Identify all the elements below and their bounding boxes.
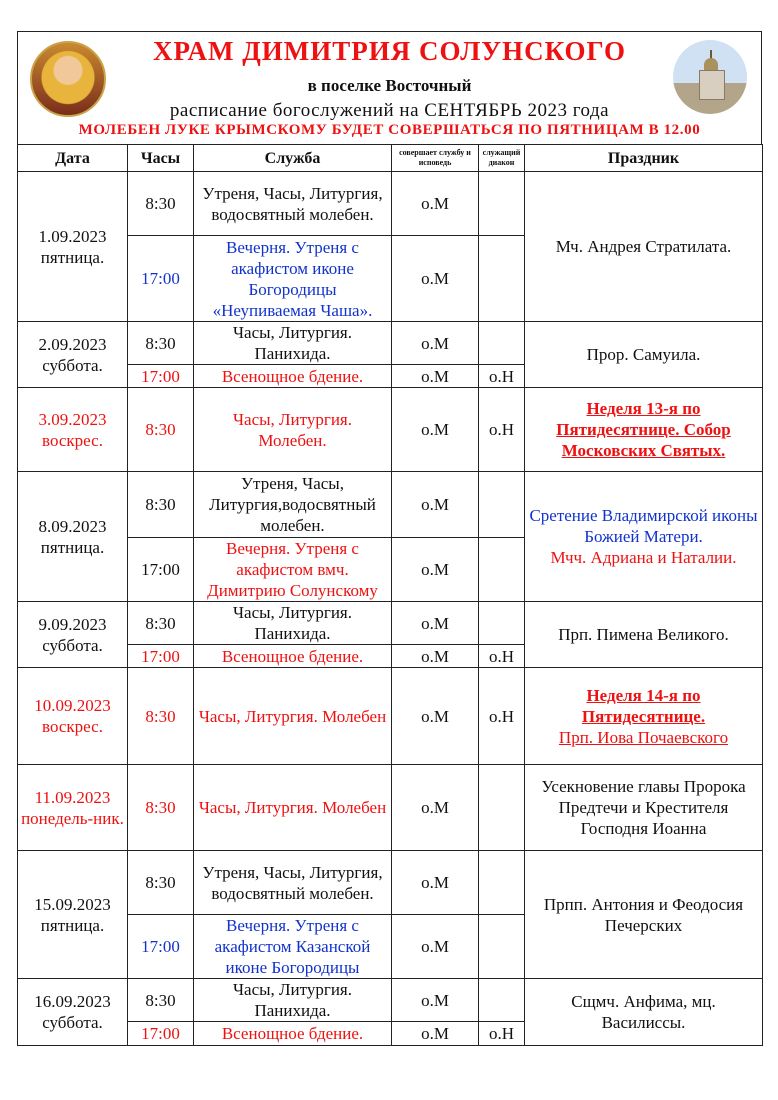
date-cell: 9.09.2023 суббота. (18, 602, 128, 668)
date-cell: 1.09.2023 пятница. (18, 172, 128, 322)
priest-cell: о.М (392, 645, 479, 668)
deacon-cell: о.Н (479, 645, 525, 668)
col-service: Служба (194, 145, 392, 172)
deacon-cell (479, 979, 525, 1022)
time-cell: 8:30 (128, 668, 194, 765)
schedule-page (17, 31, 762, 1046)
service-cell: Вечерня. Утреня с акафистом иконе Богородицы «Неупиваемая Чаша». (194, 236, 392, 322)
table-row (18, 388, 763, 472)
service-cell: Утреня, Часы, Литургия,водосвятный молебен. (194, 472, 392, 538)
feast-line: Неделя 14-я по Пятидесятнице. (581, 685, 706, 726)
feast-cell: Неделя 13-я по Пятидесятнице. Собор Московских Святых. (525, 388, 763, 472)
date-cell: 2.09.2023 суббота. (18, 322, 128, 388)
feast-cell: Прп. Пимена Великого. (525, 602, 763, 668)
col-time: Часы (128, 145, 194, 172)
time-cell: 8:30 (128, 472, 194, 538)
service-cell: Утреня, Часы, Литургия, водосвятный молебен. (194, 851, 392, 915)
priest-cell: о.М (392, 979, 479, 1022)
deacon-cell: о.Н (479, 668, 525, 765)
feast-line: Прп. Иова Почаевского (558, 727, 729, 747)
priest-cell: о.М (392, 472, 479, 538)
service-cell: Всенощное бдение. (194, 645, 392, 668)
priest-cell: о.М (392, 765, 479, 851)
service-cell: Часы, Литургия. Панихида. (194, 602, 392, 645)
date-cell: 15.09.2023 пятница. (18, 851, 128, 979)
page-subtitle: в поселке Восточный (307, 76, 472, 95)
service-cell: Всенощное бдение. (194, 365, 392, 388)
priest-cell: о.М (392, 1022, 479, 1046)
deacon-cell: о.Н (479, 1022, 525, 1046)
table-row (18, 765, 763, 851)
service-cell: Часы, Литургия. Молебен (194, 765, 392, 851)
table-row (18, 472, 763, 538)
time-cell: 8:30 (128, 765, 194, 851)
page-title: ХРАМ ДИМИТРИЯ СОЛУНСКОГО (152, 36, 627, 66)
time-cell: 17:00 (128, 645, 194, 668)
priest-cell: о.М (392, 538, 479, 602)
priest-cell: о.М (392, 236, 479, 322)
service-cell: Часы, Литургия. Молебен. (194, 388, 392, 472)
date-cell: 11.09.2023 понедель-ник. (18, 765, 128, 851)
priest-cell: о.М (392, 602, 479, 645)
time-cell: 8:30 (128, 388, 194, 472)
schedule-table (17, 144, 763, 1046)
priest-cell: о.М (392, 172, 479, 236)
service-cell: Часы, Литургия. Панихида. (194, 322, 392, 365)
date-cell: 16.09.2023 суббота. (18, 979, 128, 1046)
feast-cell: Прпп. Антония и Феодосия Печерских (525, 851, 763, 979)
time-cell: 8:30 (128, 322, 194, 365)
deacon-cell (479, 236, 525, 322)
priest-cell: о.М (392, 365, 479, 388)
time-cell: 8:30 (128, 851, 194, 915)
time-cell: 8:30 (128, 979, 194, 1022)
date-cell: 10.09.2023 воскрес. (18, 668, 128, 765)
service-cell: Всенощное бдение. (194, 1022, 392, 1046)
header (17, 31, 762, 144)
col-priest: совершает службу и исповедь (392, 145, 479, 172)
col-feast: Праздник (525, 145, 763, 172)
table-row (18, 602, 763, 645)
table-row (18, 322, 763, 365)
feast-cell: Сщмч. Анфима, мц. Василиссы. (525, 979, 763, 1046)
priest-cell: о.М (392, 668, 479, 765)
time-cell: 8:30 (128, 602, 194, 645)
col-date: Дата (18, 145, 128, 172)
deacon-cell (479, 472, 525, 538)
time-cell: 17:00 (128, 915, 194, 979)
service-cell: Вечерня. Утреня с акафистом вмч. Димитрию Солунскому (194, 538, 392, 602)
table-row (18, 668, 763, 765)
deacon-cell (479, 172, 525, 236)
date-cell: 3.09.2023 воскрес. (18, 388, 128, 472)
priest-cell: о.М (392, 388, 479, 472)
table-header-row (18, 145, 763, 172)
deacon-cell (479, 602, 525, 645)
table-row (18, 172, 763, 236)
time-cell: 8:30 (128, 172, 194, 236)
deacon-cell (479, 851, 525, 915)
time-cell: 17:00 (128, 1022, 194, 1046)
table-row (18, 851, 763, 915)
time-cell: 17:00 (128, 538, 194, 602)
date-cell: 8.09.2023 пятница. (18, 472, 128, 602)
deacon-cell (479, 915, 525, 979)
notice-line: МОЛЕБЕН ЛУКЕ КРЫМСКОМУ БУДЕТ СОВЕРШАТЬСЯ ПО ПЯТНИЦАМ В 12.00 (78, 122, 701, 138)
deacon-cell: о.Н (479, 365, 525, 388)
feast-line: Мчч. Адриана и Наталии. (550, 548, 737, 567)
feast-line: Сретение Владимирской иконы Божией Матери. (529, 506, 758, 546)
priest-cell: о.М (392, 851, 479, 915)
time-cell: 17:00 (128, 236, 194, 322)
feast-cell: Усекновение главы Пророка Предтечи и Крестителя Господня Иоанна (525, 765, 763, 851)
feast-cell (525, 472, 763, 602)
table-row (18, 979, 763, 1022)
service-cell: Часы, Литургия. Молебен (194, 668, 392, 765)
feast-cell: Прор. Самуила. (525, 322, 763, 388)
priest-cell: о.М (392, 322, 479, 365)
time-cell: 17:00 (128, 365, 194, 388)
deacon-cell (479, 322, 525, 365)
service-cell: Утреня, Часы, Литургия, водосвятный молебен. (194, 172, 392, 236)
deacon-cell: о.Н (479, 388, 525, 472)
deacon-cell (479, 765, 525, 851)
feast-cell (525, 668, 763, 765)
feast-cell: Мч. Андрея Стратилата. (525, 172, 763, 322)
deacon-cell (479, 538, 525, 602)
schedule-heading: расписание богослужений на СЕНТЯБРЬ 2023 года (169, 100, 610, 121)
service-cell: Часы, Литургия. Панихида. (194, 979, 392, 1022)
col-deacon: служащий диакон (479, 145, 525, 172)
service-cell: Вечерня. Утреня с акафистом Казанской иконе Богородицы (194, 915, 392, 979)
priest-cell: о.М (392, 915, 479, 979)
